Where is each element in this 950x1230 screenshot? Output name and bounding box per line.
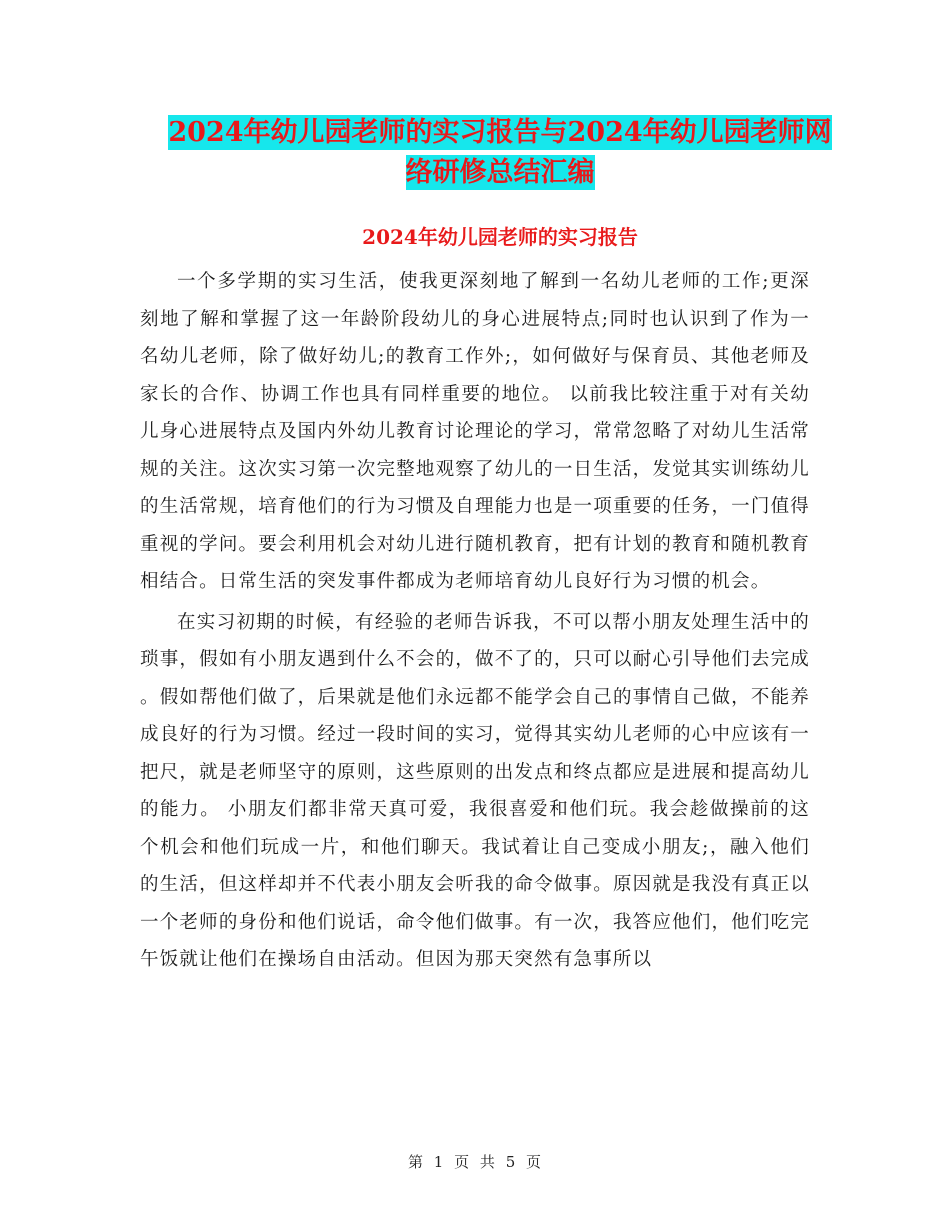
document-title: [140, 113, 860, 193]
document-title-line-1: 2024年幼儿园老师的实习报告与2024年幼儿园老师网: [168, 117, 832, 148]
document-body: [140, 263, 810, 979]
footer-current-page: 1: [433, 1153, 445, 1171]
footer-total-pages: 5: [505, 1153, 517, 1171]
page-footer: [0, 1152, 950, 1172]
section-title: 2024年幼儿园老师的实习报告: [362, 225, 638, 249]
footer-total-prefix: 共: [479, 1153, 496, 1171]
document-title-line-2: 络研修总结汇编: [405, 157, 595, 188]
body-paragraph-1: 一个多学期的实习生活，使我更深刻地了解到一名幼儿老师的工作;更深刻地了解和掌握了这一年龄阶段幼儿的身心进展特点;同时也认识到了作为一名幼儿老师，除了做好幼儿;的教育工作外;，如何做好与保育员、其他老师及家长的合作、协调工作也具有同样重要的地位。 以前我比较注重于对有关幼儿身心进展特点及国内外幼儿教育讨论理论的学习，常常忽略了对幼儿生活常规的关注。这次实习第一次完整地观察了幼儿的一日生活，发觉其实训练幼儿的生活常规，培育他们的行为习惯及自理能力也是一项重要的任务，一门值得重视的学问。要会利用机会对幼儿进行随机教育，把有计划的教育和随机教育相结合。日常生活的突发事件都成为老师培育幼儿良好行为习惯的机会。: [140, 271, 810, 592]
body-paragraph-2: 在实习初期的时候，有经验的老师告诉我，不可以帮小朋友处理生活中的琐事，假如有小朋友遇到什么不会的，做不了的，只可以耐心引导他们去完成 。假如帮他们做了，后果就是他们永远都不能学会自己的事情自己做，不能养成良好的行为习惯。经过一段时间的实习，觉得其实幼儿老师的心中应该有一把尺，就是老师坚守的原则，这些原则的出发点和终点都应是进展和提高幼儿的能力。 小朋友们都非常天真可爱，我很喜爱和他们玩。我会趁做操前的这个机会和他们玩成一片，和他们聊天。我试着让自己变成小朋友;，融入他们的生活，但这样却并不代表小朋友会听我的命令做事。原因就是我没有真正以一个老师的身份和他们说话，命令他们做事。有一次，我答应他们，他们吃完午饭就让他们在操场自由活动。但因为那天突然有急事所以: [140, 611, 810, 970]
footer-total-unit: 页: [526, 1153, 543, 1171]
footer-page-unit: 页: [454, 1153, 471, 1171]
footer-prefix: 第: [407, 1153, 424, 1171]
